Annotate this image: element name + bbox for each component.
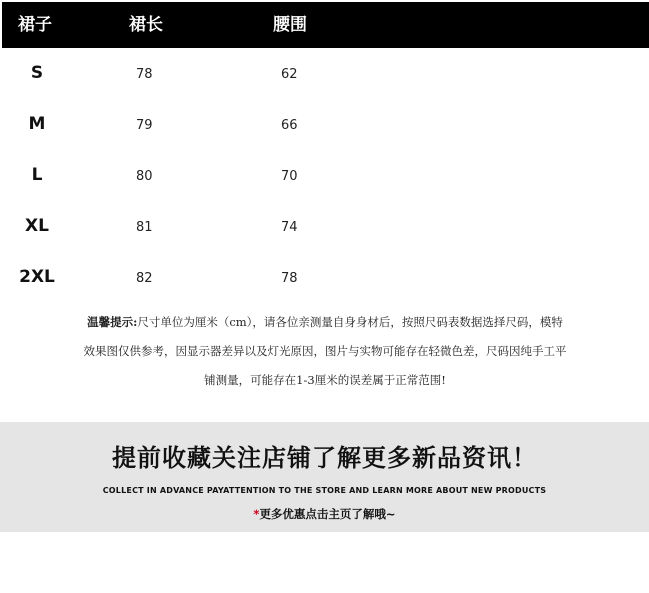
follow-store-banner bbox=[0, 422, 649, 532]
size-label: M bbox=[28, 114, 46, 134]
notes-line-1 bbox=[40, 308, 610, 337]
waist-value: 62 bbox=[281, 67, 298, 82]
table-row bbox=[0, 262, 649, 292]
length-value: 80 bbox=[136, 169, 153, 184]
length-value: 81 bbox=[136, 220, 153, 235]
banner-cta[interactable] bbox=[0, 506, 649, 522]
notes-line-2: 效果图仅供参考，因显示器差异以及灯光原因，图片与实物可能存在轻微色差，尺码因纯手工平 bbox=[83, 344, 567, 358]
size-notes bbox=[40, 308, 610, 395]
table-row bbox=[0, 160, 649, 190]
length-value: 82 bbox=[136, 271, 153, 286]
banner-english-text: COLLECT IN ADVANCE PAYATTENTION TO THE STORE AND LEARN MORE ABOUT NEW PRODUCTS bbox=[102, 486, 547, 495]
cta-text: 更多优惠点击主页了解哦~ bbox=[259, 507, 396, 521]
notes-line-1-text: 尺寸单位为厘米（cm），请各位亲测量自身身材后，按照尺码表数据选择尺码，模特 bbox=[137, 315, 563, 329]
waist-value: 74 bbox=[281, 220, 298, 235]
size-label: L bbox=[31, 165, 43, 185]
waist-value: 66 bbox=[281, 118, 298, 133]
header-waist: 腰围 bbox=[273, 15, 307, 35]
length-value: 78 bbox=[136, 67, 153, 82]
table-row bbox=[0, 109, 649, 139]
cta-star: * bbox=[253, 507, 260, 521]
size-label: S bbox=[30, 63, 44, 83]
size-label: XL bbox=[25, 216, 49, 236]
waist-value: 78 bbox=[281, 271, 298, 286]
notes-lead: 温馨提示: bbox=[87, 315, 138, 329]
table-row bbox=[0, 211, 649, 241]
size-table-header bbox=[2, 2, 649, 48]
length-value: 79 bbox=[136, 118, 153, 133]
header-skirt-length: 裙长 bbox=[129, 15, 163, 35]
banner-title: 提前收藏关注店铺了解更多新品资讯！ bbox=[112, 444, 537, 472]
header-skirt: 裙子 bbox=[18, 15, 52, 35]
waist-value: 70 bbox=[281, 169, 298, 184]
notes-line-3: 铺测量，可能存在1-3厘米的误差属于正常范围! bbox=[204, 373, 446, 387]
size-label: 2XL bbox=[19, 267, 55, 287]
table-row bbox=[0, 58, 649, 88]
